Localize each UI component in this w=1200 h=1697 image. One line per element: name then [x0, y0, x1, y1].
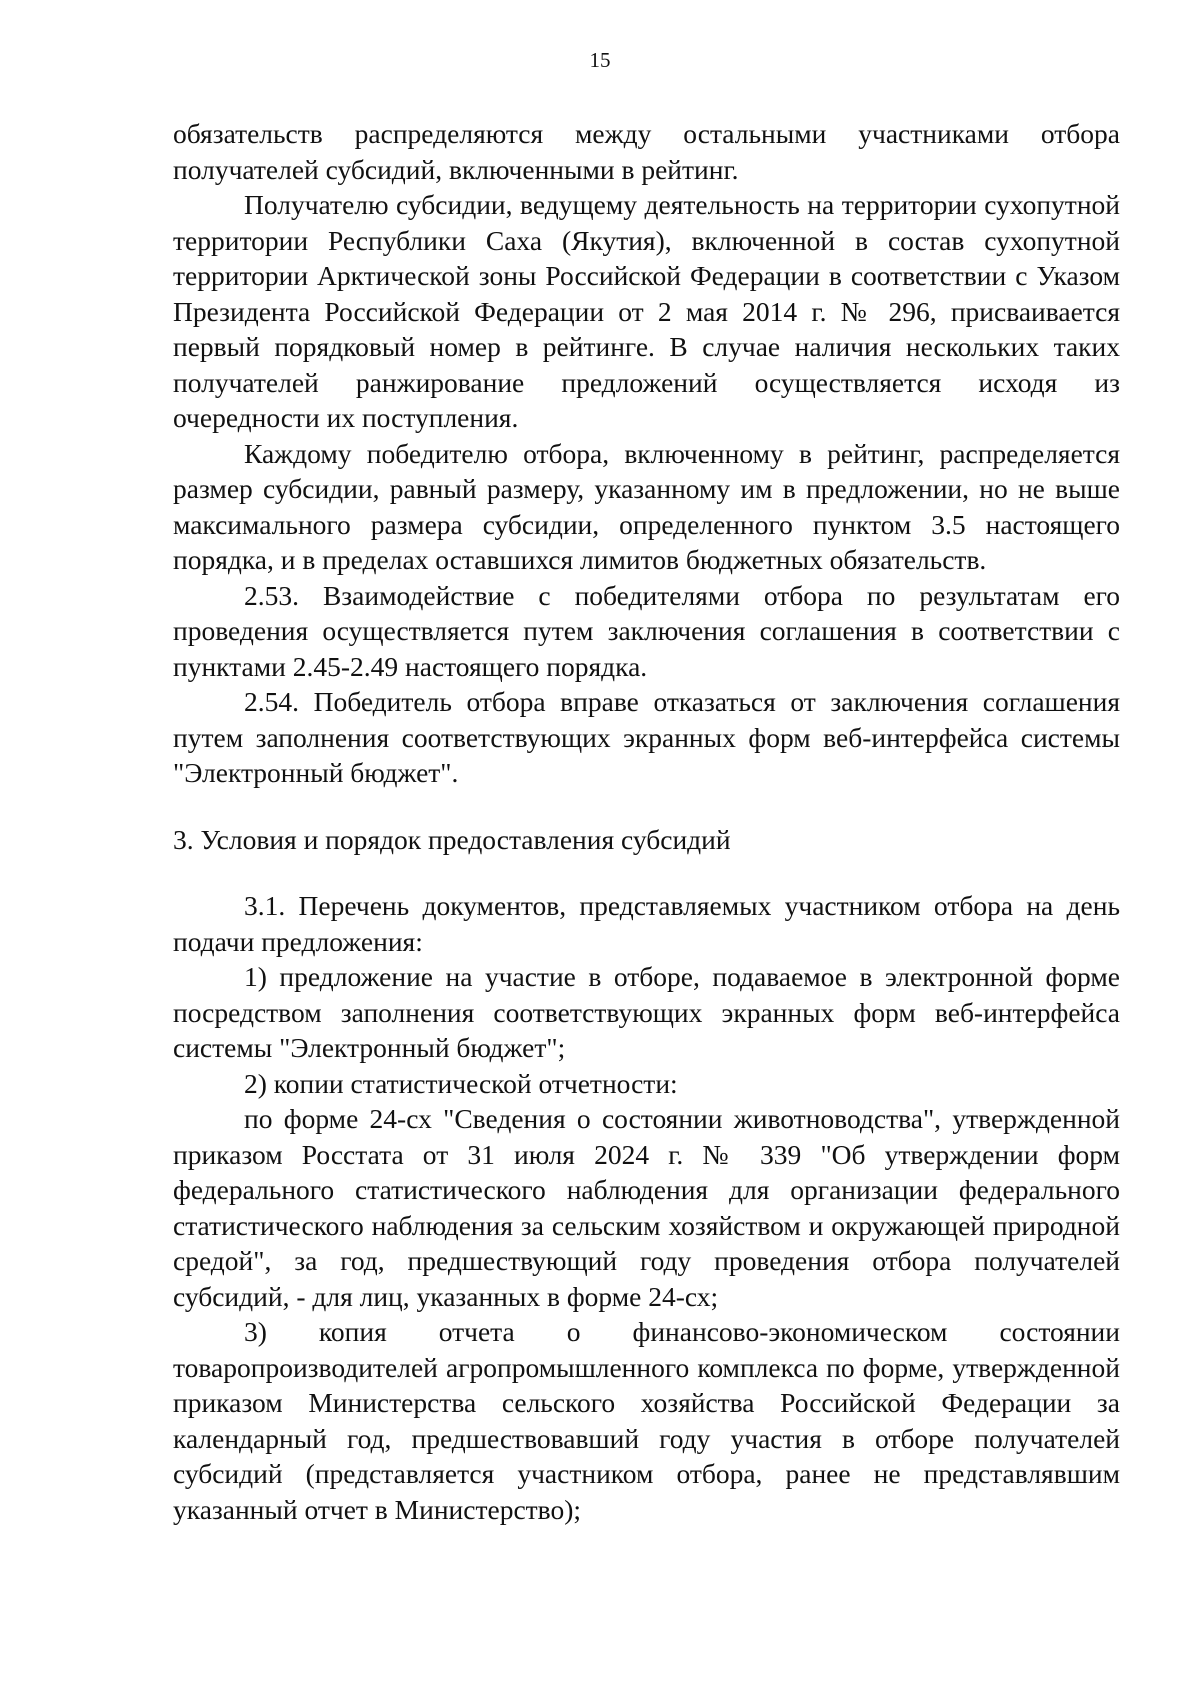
paragraph-form-24-sh: по форме 24-сх "Сведения о состоянии животноводства", утвержденной приказом Росстата от 31 июля 2024 г. № 339 "Об утверждении форм федерального статистического наблюдения для организации федерального статистического наблюдения за сельским хозяйством и окружающей природной средой", за год, предшествующий году проведения отбора получателей субсидий, - для лиц, указанных в форме 24-сх;	[173, 1103, 1120, 1312]
paragraph-continuation: обязательств распределяются между остальными участниками отбора получателей субсидий, включенными в рейтинг.	[173, 118, 1120, 185]
list-item-1: 1) предложение на участие в отборе, подаваемое в электронной форме посредством заполнения соответствующих экранных форм веб-интерфейса системы "Электронный бюджет";	[173, 961, 1120, 1063]
document-body	[173, 116, 1120, 1527]
list-item-2: 2) копии статистической отчетности:	[244, 1067, 678, 1099]
page-number: 15	[589, 48, 611, 72]
paragraph-arctic-priority: Получателю субсидии, ведущему деятельность на территории сухопутной территории Республики Саха (Якутия), включенной в состав сухопутной территории Арктической зоны Российской Федерации в соответствии с Указом Президента Российской Федерации от 2 мая 2014 г. № 296, присваивается первый порядковый номер в рейтинге. В случае наличия нескольких таких получателей ранжирование предложений осуществляется исходя из очередности их поступления.	[173, 189, 1120, 433]
paragraph-subsidy-distribution: Каждому победителю отбора, включенному в рейтинг, распределяется размер субсидии, равный размеру, указанному им в предложении, но не выше максимального размера субсидии, определенного пунктом 3.5 настоящего порядка, и в пределах оставшихся лимитов бюджетных обязательств.	[173, 437, 1120, 575]
list-item-3: 3) копия отчета о финансово-экономическом состоянии товаропроизводителей агропромышленного комплекса по форме, утвержденной приказом Министерства сельского хозяйства Российской Федерации за календарный год, предшествовавший году участия в отборе получателей субсидий (представляется участником отбора, ранее не представлявшим указанный отчет в Министерство);	[173, 1316, 1120, 1525]
section-heading: 3. Условия и порядок предоставления субсидий	[173, 823, 731, 855]
paragraph-3-1: 3.1. Перечень документов, представляемых участником отбора на день подачи предложения:	[173, 890, 1120, 957]
paragraph-2-54: 2.54. Победитель отбора вправе отказаться от заключения соглашения путем заполнения соответствующих экранных форм веб-интерфейса системы "Электронный бюджет".	[173, 686, 1120, 788]
paragraph-2-53: 2.53. Взаимодействие с победителями отбора по результатам его проведения осуществляется путем заключения соглашения в соответствии с пунктами 2.45-2.49 настоящего порядка.	[173, 579, 1120, 682]
